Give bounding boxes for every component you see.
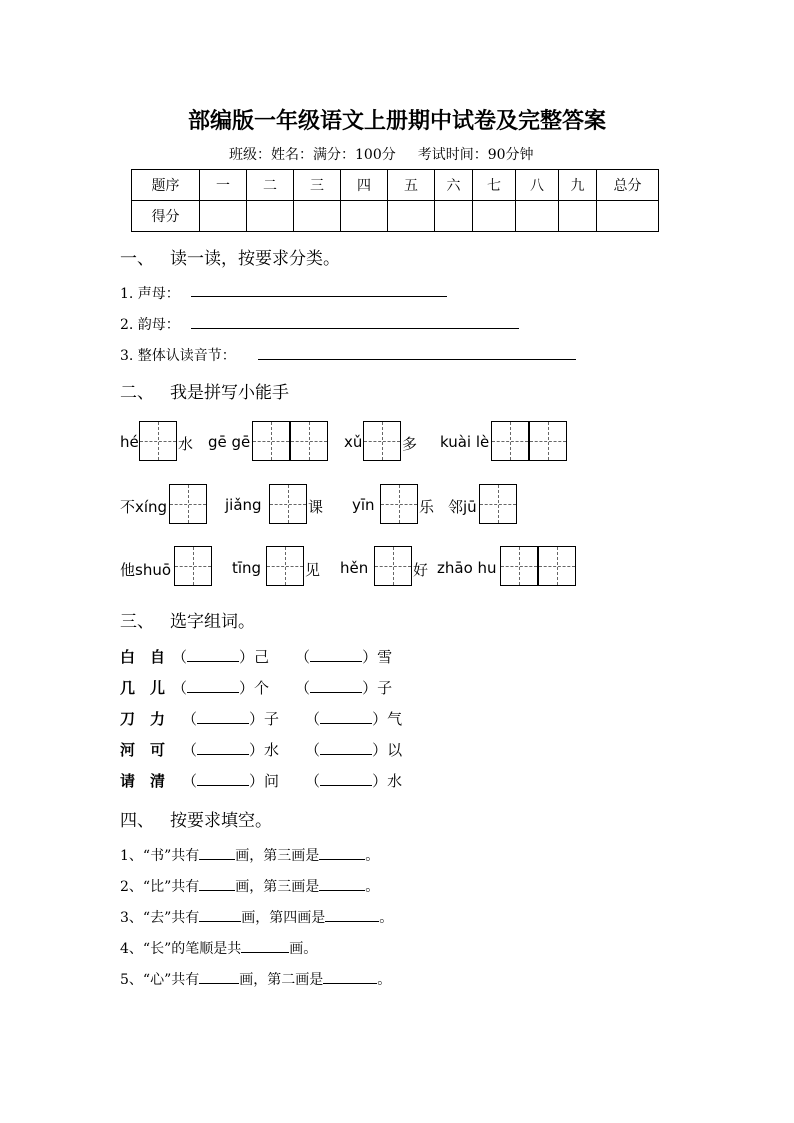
score-cell[interactable]: [294, 201, 341, 232]
writing-box[interactable]: [266, 546, 304, 586]
pinyin-prompt: 不xíng: [120, 498, 168, 516]
fill-item-text: 1、“书”共有: [120, 848, 200, 864]
word-suffix: 气: [387, 710, 403, 728]
writing-box[interactable]: [252, 421, 290, 461]
char-pair: 几 儿: [120, 679, 166, 697]
item-label: 3. 整体认读音节：: [120, 348, 236, 364]
word-suffix: 水: [264, 741, 280, 759]
word-suffix: 个: [254, 679, 270, 697]
table-cell: 七: [473, 170, 516, 201]
score-cell[interactable]: [473, 201, 516, 232]
section-number: 三、: [120, 612, 154, 632]
table-cell: 六: [435, 170, 473, 201]
fill-blank[interactable]: [199, 878, 235, 891]
item-label: 1. 声母：: [120, 286, 180, 302]
section-4-heading: [120, 806, 272, 831]
fill-item: [120, 845, 379, 865]
hanzi-after: 课: [308, 498, 324, 516]
char-pair: 白 自: [120, 648, 166, 666]
hanzi-after: 多: [402, 435, 418, 453]
fill-blank[interactable]: [199, 971, 239, 984]
writing-box[interactable]: [269, 484, 307, 524]
page-title: 部编版一年级语文上册期中试卷及完整答案: [187, 108, 606, 134]
pinyin-prompt: kuài lè: [440, 433, 490, 451]
fill-blank[interactable]: [197, 711, 249, 724]
word-suffix: 子: [264, 710, 280, 728]
word-suffix: 以: [387, 741, 403, 759]
section-2-heading: [120, 378, 289, 403]
exam-meta: [229, 144, 534, 164]
char-pair: 请 清: [120, 772, 166, 790]
fill-item-text: 2、“比”共有: [120, 879, 200, 895]
table-cell: 题序: [132, 170, 200, 201]
writing-box[interactable]: [491, 421, 529, 461]
fill-item: [120, 938, 317, 958]
fill-blank[interactable]: [319, 847, 365, 860]
answer-line[interactable]: [191, 296, 447, 297]
writing-box[interactable]: [380, 484, 418, 524]
table-cell: 一: [200, 170, 247, 201]
word-suffix: 水: [387, 772, 403, 790]
word-choice-row: 请 清 （ ）问 （ ）水: [120, 772, 403, 790]
table-cell: 九: [559, 170, 597, 201]
fill-item: [120, 969, 391, 989]
pinyin-prompt: gē gē: [208, 433, 251, 451]
writing-box[interactable]: [500, 546, 538, 586]
char-pair: 刀 力: [120, 710, 166, 728]
writing-box[interactable]: [374, 546, 412, 586]
writing-box[interactable]: [529, 421, 567, 461]
pinyin-prompt: xǔ: [344, 433, 363, 451]
item-label: 2. 韵母：: [120, 317, 180, 333]
fill-item-text: 画，第三画是: [235, 879, 320, 895]
table-cell: 二: [247, 170, 294, 201]
writing-box[interactable]: [479, 484, 517, 524]
answer-line[interactable]: [258, 359, 576, 360]
pinyin-prompt: hěn: [340, 559, 369, 577]
pinyin-prompt: yīn: [352, 496, 375, 514]
score-cell[interactable]: [435, 201, 473, 232]
class-name-score: 班级：姓名：满分：100分: [229, 147, 396, 163]
table-cell: 八: [516, 170, 559, 201]
word-suffix: 己: [254, 648, 270, 666]
score-cell[interactable]: [247, 201, 294, 232]
word-suffix: 问: [264, 772, 280, 790]
score-cell[interactable]: [388, 201, 435, 232]
word-choice-row: 刀 力 （ ）子 （ ）气: [120, 710, 403, 728]
fill-item: [120, 907, 393, 927]
char-pair: 河 可: [120, 741, 166, 759]
section-3-heading: [120, 607, 255, 632]
section-number: 二、: [120, 383, 154, 403]
table-cell: 总分: [597, 170, 659, 201]
score-cell[interactable]: [559, 201, 597, 232]
section-title: 读一读，按要求分类。: [170, 249, 340, 269]
fill-item-text: 画，第二画是: [239, 972, 324, 988]
fill-blank[interactable]: [199, 847, 235, 860]
fill-blank[interactable]: [187, 649, 239, 662]
fill-item-text: 。: [365, 879, 380, 895]
fill-item-text: 画，第三画是: [235, 848, 320, 864]
fill-blank[interactable]: [241, 940, 289, 953]
pinyin-prompt: hé: [120, 433, 139, 451]
table-cell: 四: [341, 170, 388, 201]
writing-box[interactable]: [174, 546, 212, 586]
word-choice-row: 几 儿 （ ）个 （ ）子: [120, 679, 393, 697]
section-number: 四、: [120, 811, 154, 831]
hanzi-after: 好: [413, 561, 429, 579]
pinyin-prompt: zhāo hu: [437, 559, 497, 577]
score-table-score-row: [132, 201, 659, 232]
pinyin-prompt: jiǎng: [225, 496, 262, 514]
writing-box[interactable]: [169, 484, 207, 524]
word-suffix: 雪: [377, 648, 393, 666]
fill-item: [120, 876, 379, 896]
writing-box[interactable]: [290, 421, 328, 461]
hanzi-after: 乐: [419, 498, 435, 516]
fill-item-text: 。: [377, 972, 392, 988]
fill-item-text: 5、“心”共有: [120, 972, 200, 988]
table-cell: 五: [388, 170, 435, 201]
section-title: 我是拼写小能手: [170, 383, 289, 403]
word-choice-row: 河 可 （ ）水 （ ）以: [120, 741, 403, 759]
answer-line[interactable]: [191, 328, 519, 329]
section-title: 选字组词。: [170, 612, 255, 632]
fill-blank[interactable]: [197, 742, 249, 755]
table-cell: 三: [294, 170, 341, 201]
writing-box[interactable]: [363, 421, 401, 461]
fill-blank[interactable]: [323, 971, 377, 984]
writing-box[interactable]: [139, 421, 177, 461]
fill-blank[interactable]: [319, 878, 365, 891]
fill-blank[interactable]: [197, 773, 249, 786]
score-table-header-row: [132, 170, 659, 201]
fill-blank[interactable]: [320, 742, 372, 755]
fill-blank[interactable]: [199, 909, 241, 922]
fill-item-text: 。: [379, 910, 394, 926]
fill-blank[interactable]: [187, 680, 239, 693]
word-suffix: 子: [377, 679, 393, 697]
table-cell: 得分: [132, 201, 200, 232]
fill-item-text: 画，第四画是: [241, 910, 326, 926]
fill-blank[interactable]: [310, 649, 362, 662]
fill-blank[interactable]: [320, 711, 372, 724]
fill-blank[interactable]: [325, 909, 379, 922]
hanzi-after: 见: [305, 561, 321, 579]
score-cell[interactable]: [341, 201, 388, 232]
fill-item-text: 3、“去”共有: [120, 910, 200, 926]
pinyin-prompt: tīng: [232, 559, 262, 577]
writing-box[interactable]: [538, 546, 576, 586]
section-number: 一、: [120, 249, 154, 269]
score-cell[interactable]: [516, 201, 559, 232]
fill-item-text: 4、“长”的笔顺是共: [120, 941, 242, 957]
word-choice-row: 白 自 （ ）己 （ ）雪: [120, 648, 393, 666]
section-title: 按要求填空。: [170, 811, 272, 831]
fill-blank[interactable]: [310, 680, 362, 693]
section-1-heading: [120, 244, 340, 269]
score-table: [131, 169, 659, 232]
pinyin-prompt: 他shuō: [120, 561, 172, 579]
fill-item-text: 画。: [289, 941, 318, 957]
pinyin-prompt: 邻jū: [448, 498, 477, 516]
hanzi-after: 水: [178, 435, 194, 453]
exam-time: 考试时间：90分钟: [417, 147, 534, 163]
fill-blank[interactable]: [320, 773, 372, 786]
score-cell[interactable]: [200, 201, 247, 232]
score-cell[interactable]: [597, 201, 659, 232]
fill-item-text: 。: [365, 848, 380, 864]
